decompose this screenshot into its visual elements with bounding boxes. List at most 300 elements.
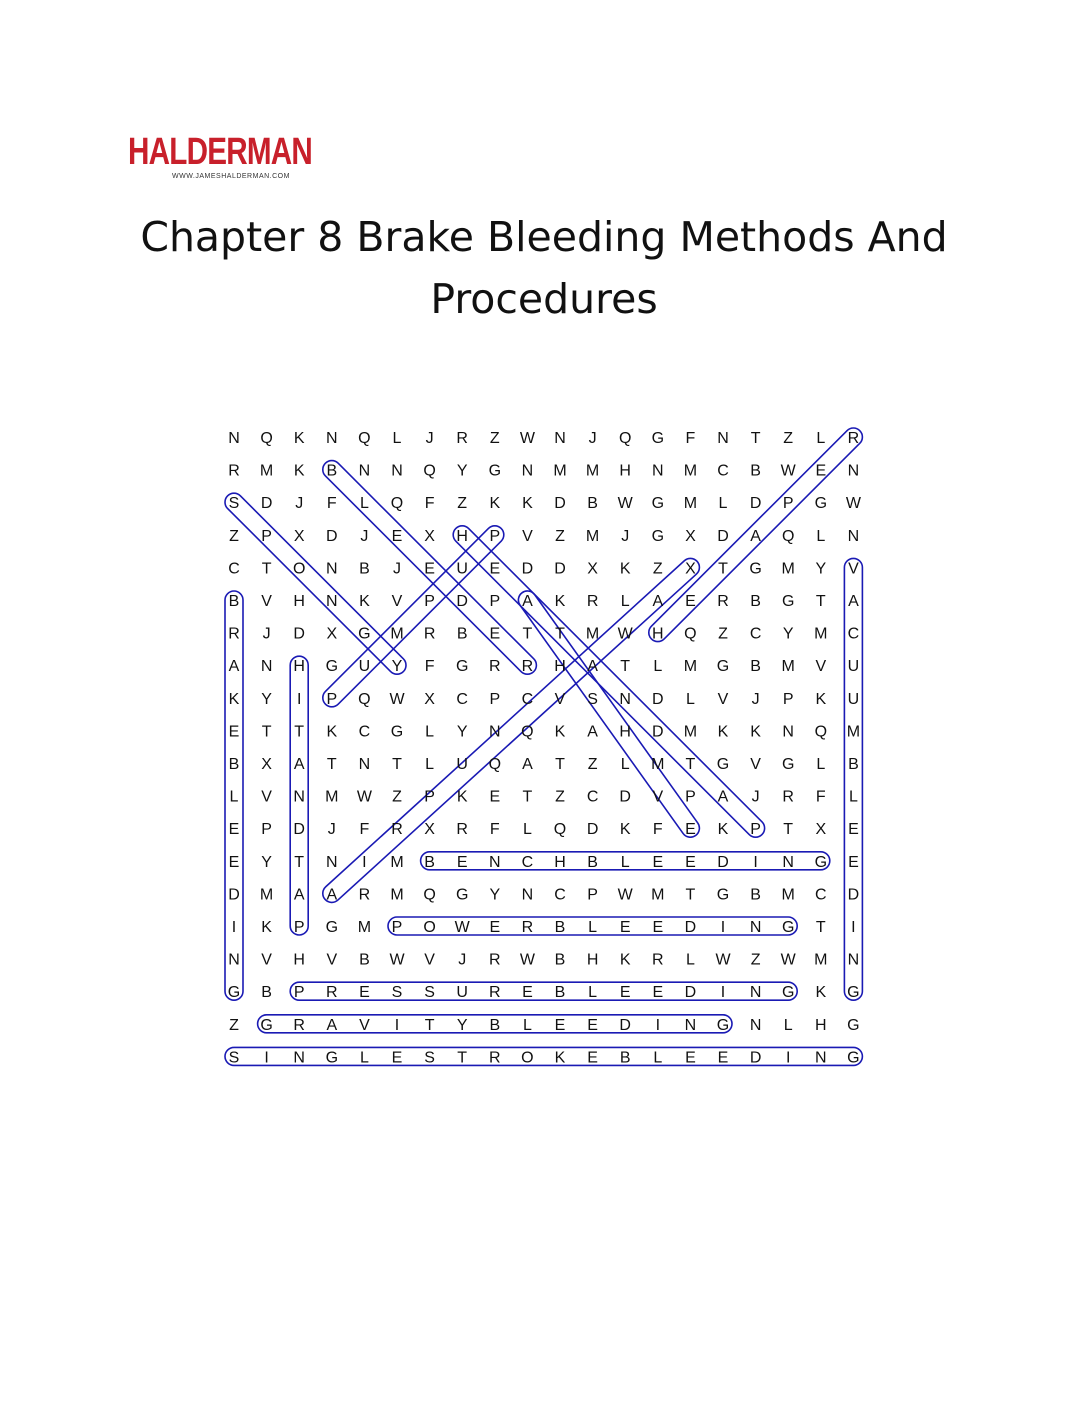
grid-letter: V [522,527,533,545]
grid-letter: E [815,462,827,480]
grid-letter: L [620,853,630,871]
grid-letter: F [424,495,435,513]
grid-letter: M [357,919,372,936]
grid-letter: L [229,788,239,806]
grid-letter: Q [521,723,534,741]
grid-letter: R [521,919,534,936]
grid-letter: N [717,430,729,447]
grid-letter: E [489,625,501,643]
grid-letter: L [620,593,630,610]
grid-letter: E [619,984,631,1002]
grid-letter: B [489,1016,501,1034]
grid-letter: M [390,625,404,643]
grid-letter: D [652,723,664,741]
grid-letter: L [718,495,728,513]
grid-letter: G [455,658,469,676]
grid-letter: N [749,1016,762,1034]
grid-letter: K [554,593,566,610]
grid-letter: M [390,853,404,871]
grid-letter: P [293,919,305,936]
grid-letter: W [389,951,405,969]
grid-letter: D [554,495,566,513]
grid-letter: P [489,690,501,708]
grid-letter: Z [392,788,402,806]
grid-letter: V [424,951,435,969]
grid-letter: C [228,560,240,578]
grid-letter: J [751,788,760,806]
grid-letter: R [489,951,501,969]
grid-letter: H [815,1016,827,1034]
page-title: Chapter 8 Brake Bleeding Methods And Procedures [140,213,948,323]
grid-letter: M [683,495,698,513]
grid-letter: F [489,821,500,839]
grid-letter: R [456,821,468,839]
word-highlight [225,1047,862,1065]
grid-letter: R [521,658,534,676]
grid-letter: S [587,690,598,708]
grid-letter: B [750,462,761,480]
grid-letter: G [847,1049,860,1067]
grid-letter: G [651,495,665,513]
grid-letter: I [753,853,758,871]
grid-letter: Q [260,430,273,447]
grid-letter: T [424,1016,435,1034]
grid-letter: U [847,658,860,676]
grid-letter: D [619,1016,631,1034]
grid-letter: F [359,821,370,839]
word-highlight [319,522,507,710]
grid-letter: W [389,690,405,708]
grid-letter: L [816,527,826,545]
grid-letter: K [619,821,631,839]
grid-letter: L [425,723,435,741]
grid-letter: E [228,723,240,741]
answer-highlights [221,424,866,1065]
grid-letter: M [781,658,795,676]
grid-letter: K [293,430,305,447]
grid-letter: M [814,625,828,643]
grid-letter: L [653,658,663,676]
grid-letter: E [228,853,240,871]
grid-letter: P [424,593,435,610]
grid-letter: D [717,853,729,871]
grid-letter: F [685,430,696,447]
grid-letter: Z [457,495,468,513]
grid-letter: G [814,495,828,513]
grid-letter: N [652,462,664,480]
grid-letter: D [260,495,273,513]
grid-letter: Y [456,462,468,480]
letter-grid [228,430,862,1066]
grid-letter: B [456,625,468,643]
grid-letter: M [585,462,600,480]
grid-letter: E [522,984,533,1002]
grid-letter: G [488,462,502,480]
grid-letter: Z [652,560,663,578]
grid-letter: A [293,756,305,773]
grid-letter: U [456,756,468,773]
grid-letter: X [424,690,435,708]
grid-letter: N [815,1049,827,1067]
grid-letter: R [586,593,599,610]
grid-letter: R [228,462,240,480]
grid-letter: N [260,658,273,676]
grid-letter: A [587,723,598,741]
grid-letter: M [390,886,404,904]
grid-letter: E [848,821,859,839]
grid-letter: Y [489,886,501,904]
grid-letter: P [424,788,435,806]
grid-letter: J [295,495,304,513]
grid-letter: M [259,462,274,480]
grid-letter: T [685,756,696,773]
grid-letter: G [716,886,730,904]
grid-letter: L [425,756,435,773]
grid-letter: S [424,1049,435,1067]
grid-letter: I [362,853,367,871]
grid-letter: M [585,527,600,545]
grid-letter: P [391,919,403,936]
grid-letter: L [685,951,695,969]
grid-letter: T [685,886,696,904]
grid-letter: B [359,560,370,578]
grid-letter: E [685,1049,696,1067]
grid-letter: B [554,951,566,969]
grid-letter: X [424,821,435,839]
grid-letter: J [262,625,271,643]
grid-letter: I [655,1016,661,1034]
grid-letter: N [782,853,794,871]
grid-letter: G [455,886,469,904]
grid-letter: E [717,1049,729,1067]
grid-letter: J [751,690,760,708]
grid-letter: W [780,951,796,969]
logo-url: WWW.JAMESHALDERMAN.COM [172,173,290,180]
grid-letter: M [814,951,828,969]
grid-letter: S [228,1049,240,1067]
grid-letter: Q [553,821,567,839]
grid-letter: A [326,1016,338,1034]
grid-letter: G [651,430,665,447]
grid-letter: T [294,723,305,741]
grid-letter: O [292,560,306,578]
grid-letter: V [652,788,664,806]
grid-letter: N [847,462,860,480]
grid-letter: E [587,1016,598,1034]
grid-letter: Y [456,723,468,741]
grid-letter: I [296,690,302,708]
grid-letter: N [847,527,860,545]
grid-letter: T [555,625,565,643]
grid-letter: L [653,1049,663,1067]
grid-letter: G [781,919,795,936]
grid-letter: N [326,593,338,610]
grid-letter: H [619,462,631,480]
grid-letter: G [749,560,762,578]
grid-letter: B [587,495,598,513]
grid-letter: X [261,756,272,773]
grid-letter: C [749,625,762,643]
grid-letter: R [489,658,501,676]
grid-letter: G [814,853,828,871]
grid-letter: Z [587,756,598,773]
grid-letter: E [489,919,501,936]
grid-letter: W [715,951,731,969]
grid-letter: N [228,951,240,969]
grid-letter: L [816,756,826,773]
grid-letter: P [261,527,272,545]
grid-letter: E [554,1016,566,1034]
grid-letter: E [652,984,664,1002]
grid-letter: Z [555,527,565,545]
grid-letter: B [750,593,761,610]
grid-letter: M [651,756,665,773]
grid-letter: C [521,853,534,871]
grid-letter: X [815,821,827,839]
grid-letter: K [489,495,501,513]
grid-letter: D [619,788,631,806]
grid-letter: Y [261,690,272,708]
grid-letter: B [261,984,272,1002]
grid-letter: X [326,625,338,643]
grid-letter: Q [423,462,436,480]
grid-letter: C [358,723,371,741]
grid-letter: Q [423,886,436,904]
grid-letter: D [684,984,697,1002]
grid-letter: G [716,658,730,676]
grid-letter: V [554,690,566,708]
grid-letter: F [424,658,435,676]
grid-letter: E [391,1049,403,1067]
grid-letter: O [521,1049,534,1067]
grid-letter: G [325,658,339,676]
grid-letter: D [652,690,664,708]
grid-letter: G [716,756,730,773]
grid-letter: E [848,853,859,871]
grid-letter: W [356,788,372,806]
grid-letter: J [327,821,336,839]
grid-letter: T [522,625,533,643]
grid-letter: Q [358,690,371,708]
grid-letter: K [619,560,631,578]
grid-letter: E [685,821,696,839]
grid-letter: M [651,886,665,904]
grid-letter: K [815,984,827,1002]
grid-letter: B [554,919,566,936]
grid-letter: D [456,593,468,610]
grid-letter: P [293,984,305,1002]
grid-letter: C [554,886,566,904]
grid-letter: T [718,560,728,578]
grid-letter: K [293,462,305,480]
grid-letter: V [326,951,338,969]
grid-letter: T [392,756,402,773]
grid-letter: I [851,919,856,936]
grid-letter: H [586,951,599,969]
grid-letter: Z [783,430,794,447]
grid-letter: Q [488,756,502,773]
grid-letter: P [782,495,794,513]
grid-letter: U [358,658,371,676]
grid-letter: Q [390,495,404,513]
grid-letter: D [717,527,729,545]
grid-letter: W [617,625,633,643]
grid-letter: C [847,625,860,643]
grid-letter: R [847,430,860,447]
grid-letter: M [781,560,795,578]
grid-letter: D [293,821,305,839]
grid-letter: P [587,886,598,904]
grid-letter: R [652,951,664,969]
grid-letter: D [228,886,240,904]
grid-letter: B [359,951,370,969]
grid-letter: N [782,723,794,741]
grid-letter: A [326,886,338,904]
grid-letter: K [326,723,338,741]
grid-letter: D [749,495,762,513]
grid-letter: M [325,788,339,806]
grid-letter: N [326,560,338,578]
grid-letter: G [781,593,795,610]
grid-letter: N [489,853,501,871]
grid-letter: N [358,462,371,480]
grid-letter: K [750,723,761,741]
grid-letter: D [554,560,566,578]
grid-letter: N [326,853,338,871]
grid-letter: A [228,658,240,676]
grid-letter: T [261,560,272,578]
grid-letter: R [782,788,794,806]
grid-letter: W [454,919,470,936]
grid-letter: L [816,430,826,447]
grid-letter: P [685,788,696,806]
grid-letter: Q [618,430,632,447]
grid-letter: M [585,625,600,643]
grid-letter: Q [358,430,371,447]
grid-letter: M [553,462,567,480]
grid-letter: A [522,593,533,610]
grid-letter: H [554,658,566,676]
grid-letter: G [260,1016,273,1034]
grid-letter: V [391,593,403,610]
grid-letter: T [326,756,337,773]
grid-letter: D [749,1049,762,1067]
grid-letter: I [720,919,726,936]
grid-letter: C [815,886,827,904]
grid-letter: K [554,1049,566,1067]
grid-letter: G [651,527,665,545]
grid-letter: N [489,723,501,741]
grid-letter: K [619,951,631,969]
grid-letter: T [294,853,305,871]
grid-letter: K [228,690,240,708]
grid-letter: I [785,1049,791,1067]
grid-letter: V [717,690,729,708]
grid-letter: M [259,886,274,904]
grid-letter: J [458,951,467,969]
grid-letter: D [521,560,534,578]
grid-letter: A [848,593,859,610]
grid-letter: N [749,984,762,1002]
grid-letter: H [456,527,468,545]
grid-letter: I [394,1016,400,1034]
grid-letter: M [683,462,698,480]
grid-letter: M [683,723,698,741]
grid-letter: B [228,593,240,610]
grid-letter: T [522,788,533,806]
grid-letter: L [588,919,598,936]
grid-letter: C [456,690,468,708]
grid-letter: M [683,658,698,676]
grid-letter: K [717,821,729,839]
grid-letter: D [326,527,338,545]
grid-letter: X [587,560,598,578]
grid-letter: J [621,527,630,545]
grid-letter: E [652,853,664,871]
grid-letter: H [652,625,664,643]
grid-letter: H [619,723,631,741]
grid-letter: Z [750,951,761,969]
grid-letter: E [652,919,664,936]
grid-letter: T [261,723,272,741]
grid-letter: F [326,495,337,513]
grid-letter: Q [684,625,697,643]
grid-letter: Y [456,1016,468,1034]
grid-letter: N [554,430,566,447]
grid-letter: G [390,723,404,741]
grid-letter: N [749,919,762,936]
grid-letter: Y [815,560,827,578]
grid-letter: X [424,527,435,545]
grid-letter: N [847,951,860,969]
grid-letter: P [750,821,761,839]
grid-letter: L [359,495,369,513]
grid-letter: P [326,690,338,708]
grid-letter: J [360,527,369,545]
grid-letter: J [393,560,401,578]
grid-letter: K [456,788,468,806]
grid-letter: X [685,560,696,578]
grid-letter: M [781,886,795,904]
grid-letter: T [457,1049,468,1067]
grid-letter: R [456,430,468,447]
grid-letter: A [750,527,761,545]
grid-letter: X [293,527,305,545]
grid-letter: K [554,723,566,741]
grid-letter: Z [555,788,565,806]
grid-letter: R [717,593,729,610]
grid-letter: E [228,821,240,839]
grid-letter: S [228,495,240,513]
grid-letter: L [392,430,402,447]
grid-letter: M [846,723,861,741]
grid-letter: N [521,462,534,480]
grid-letter: G [847,1016,860,1034]
grid-letter: G [847,984,860,1002]
grid-letter: H [554,853,566,871]
grid-letter: L [848,788,858,806]
grid-letter: K [359,593,370,610]
grid-letter: S [391,984,403,1002]
grid-letter: Y [782,625,794,643]
grid-letter: P [489,527,501,545]
grid-letter: K [261,919,272,936]
grid-letter: Z [489,430,500,447]
grid-letter: L [620,756,630,773]
grid-letter: J [588,430,597,447]
grid-letter: L [359,1049,369,1067]
grid-letter: N [326,430,338,447]
